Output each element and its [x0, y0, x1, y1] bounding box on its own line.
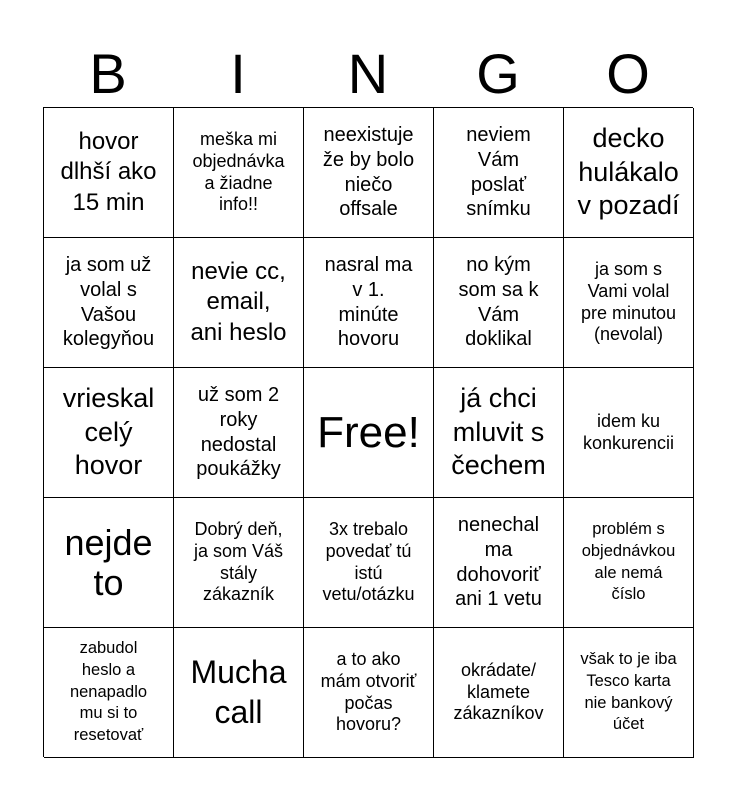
bingo-cell[interactable] — [564, 628, 694, 758]
cell-text: ja som už volal s Vašou kolegyňou — [62, 253, 155, 351]
bingo-cell[interactable] — [44, 628, 174, 758]
cell-text: neexistuje že by bolo niečo offsale — [322, 123, 415, 221]
cell-text: nenechal ma dohovoriť ani 1 vetu — [455, 513, 542, 611]
bingo-cell[interactable] — [304, 108, 434, 238]
free-space-cell[interactable] — [304, 368, 434, 498]
cell-text: Dobrý deň, ja som Váš stály zákazník — [193, 519, 284, 605]
cell-text: neviem Vám poslať snímku — [466, 123, 531, 221]
bingo-cell[interactable] — [564, 498, 694, 628]
header-letter-b: B — [89, 42, 127, 105]
cell-text: nasral ma v 1. minúte hovoru — [324, 253, 413, 351]
cell-text: decko hulákalo v pozadí — [577, 122, 680, 221]
bingo-header — [43, 42, 693, 106]
cell-text: ja som s Vami volal pre minutou (nevolal) — [580, 259, 677, 345]
header-letter-i: I — [230, 42, 246, 105]
bingo-cell[interactable] — [304, 628, 434, 758]
bingo-cell[interactable] — [174, 628, 304, 758]
bingo-board — [43, 107, 693, 757]
cell-text: nejde to — [64, 521, 153, 603]
cell-text: hovor dlhší ako 15 min — [60, 128, 157, 216]
free-space-text: Free! — [317, 407, 420, 457]
cell-text: problém s objednávkou ale nemá číslo — [581, 519, 676, 604]
cell-text: no kým som sa k Vám doklikal — [458, 253, 539, 351]
cell-text: však to je iba Tesco karta nie bankový účet — [580, 649, 677, 734]
cell-text: nevie cc, email, ani heslo — [190, 258, 287, 346]
bingo-cell[interactable] — [564, 108, 694, 238]
cell-text: okrádate/ klamete zákazníkov — [453, 660, 544, 724]
bingo-cell[interactable] — [44, 238, 174, 368]
bingo-cell[interactable] — [434, 498, 564, 628]
cell-text: vrieskal celý hovor — [62, 382, 155, 481]
bingo-cell[interactable] — [434, 108, 564, 238]
bingo-cell[interactable] — [434, 238, 564, 368]
bingo-cell[interactable] — [434, 368, 564, 498]
bingo-cell[interactable] — [44, 498, 174, 628]
cell-text: Mucha call — [190, 654, 287, 730]
cell-text: meškа mi objednávka a žiadne info!! — [192, 129, 285, 215]
header-letter-n: N — [347, 42, 389, 105]
cell-text: idem ku konkurencii — [582, 410, 675, 453]
bingo-cell[interactable] — [174, 368, 304, 498]
cell-text: a to ako mám otvoriť počas hovoru? — [320, 649, 417, 735]
bingo-cell[interactable] — [564, 368, 694, 498]
bingo-cell[interactable] — [44, 368, 174, 498]
bingo-cell[interactable] — [174, 498, 304, 628]
cell-text: už som 2 roky nedostal poukážky — [196, 383, 281, 481]
bingo-cell[interactable] — [174, 108, 304, 238]
bingo-cell[interactable] — [44, 108, 174, 238]
header-letter-o: O — [606, 42, 650, 105]
cell-text: já chci mluvit s čechem — [451, 382, 546, 481]
cell-text: zabudol heslo a nenapadlo mu si to resetovať — [69, 638, 148, 745]
bingo-cell[interactable] — [564, 238, 694, 368]
bingo-cell[interactable] — [434, 628, 564, 758]
header-letter-g: G — [476, 42, 520, 105]
bingo-cell[interactable] — [304, 238, 434, 368]
bingo-cell[interactable] — [174, 238, 304, 368]
bingo-cell[interactable] — [304, 498, 434, 628]
cell-text: 3x trebalo povedať tú istú vetu/otázku — [322, 519, 415, 605]
